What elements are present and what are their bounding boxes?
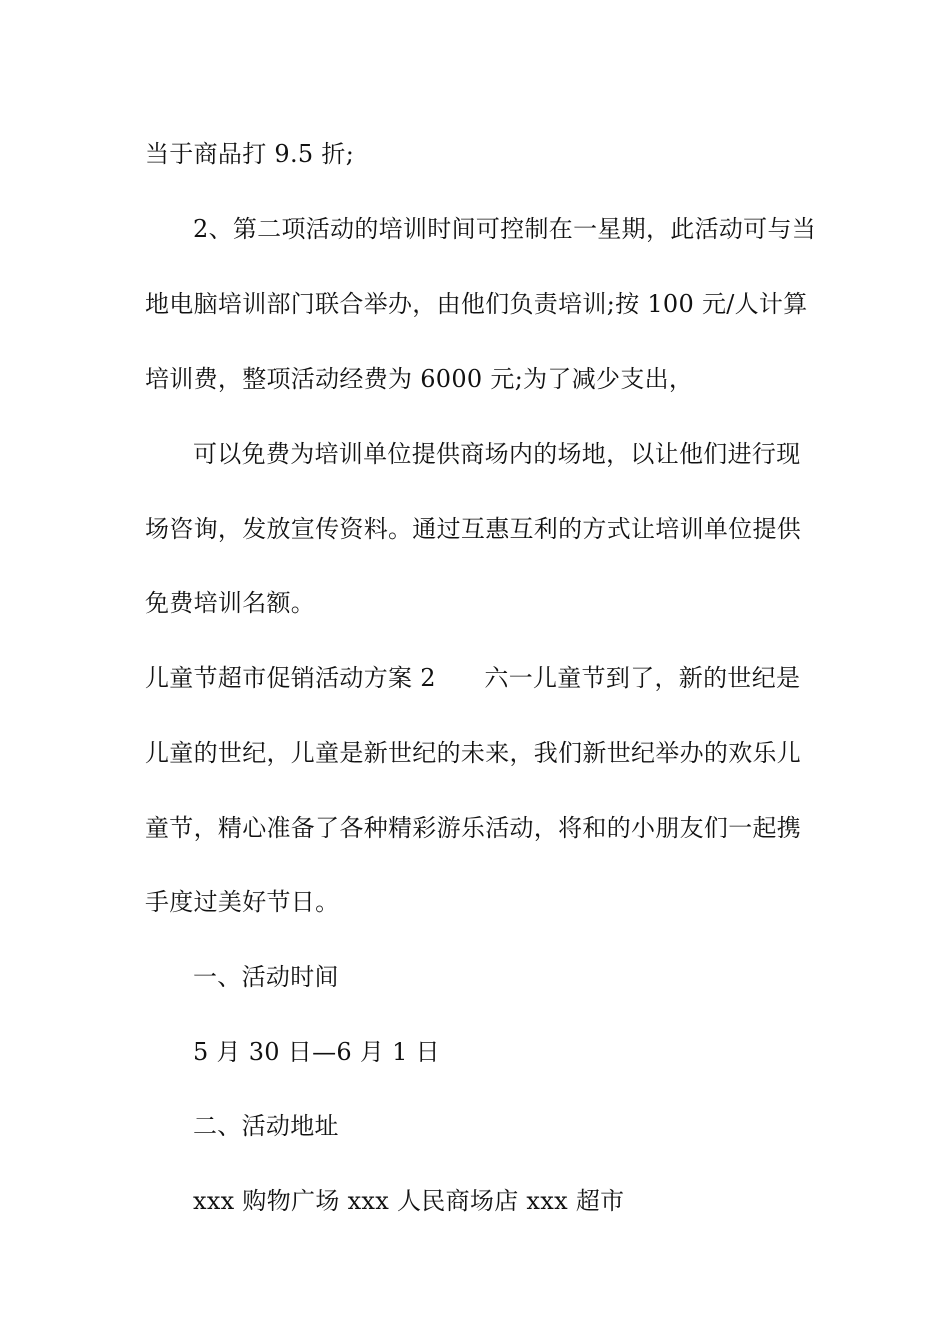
text-line: 儿童的世纪，儿童是新世纪的未来，我们新世纪举办的欢乐儿 bbox=[145, 739, 802, 767]
text-line: 可以免费为培训单位提供商场内的场地，以让他们进行现 bbox=[193, 440, 801, 468]
text-line: 童节，精心准备了各种精彩游乐活动，将和的小朋友们一起携 bbox=[145, 814, 802, 842]
activity-location-value: xxx 购物广场 xxx 人民商场店 xxx 超市 bbox=[193, 1187, 625, 1215]
subheading-activity-time: 一、活动时间 bbox=[193, 963, 339, 991]
text-line: 场咨询，发放宣传资料。通过互惠互利的方式让培训单位提供 bbox=[145, 515, 802, 543]
text-line: 当于商品打 9.5 折; bbox=[145, 140, 355, 168]
text-line: 免费培训名额。 bbox=[145, 589, 316, 617]
text-line: 手度过美好节日。 bbox=[145, 888, 340, 916]
text-line: 培训费，整项活动经费为 6000 元;为了减少支出， bbox=[145, 365, 694, 393]
activity-time-value: 5 月 30 日—6 月 1 日 bbox=[193, 1038, 440, 1066]
subheading-activity-location: 二、活动地址 bbox=[193, 1112, 339, 1140]
text-line: 地电脑培训部门联合举办，由他们负责培训;按 100 元/人计算 bbox=[145, 290, 808, 318]
section-heading-line: 儿童节超市促销活动方案 2 六一儿童节到了，新的世纪是 bbox=[145, 664, 801, 692]
text-line: 2、第二项活动的培训时间可控制在一星期，此活动可与当 bbox=[193, 215, 817, 243]
